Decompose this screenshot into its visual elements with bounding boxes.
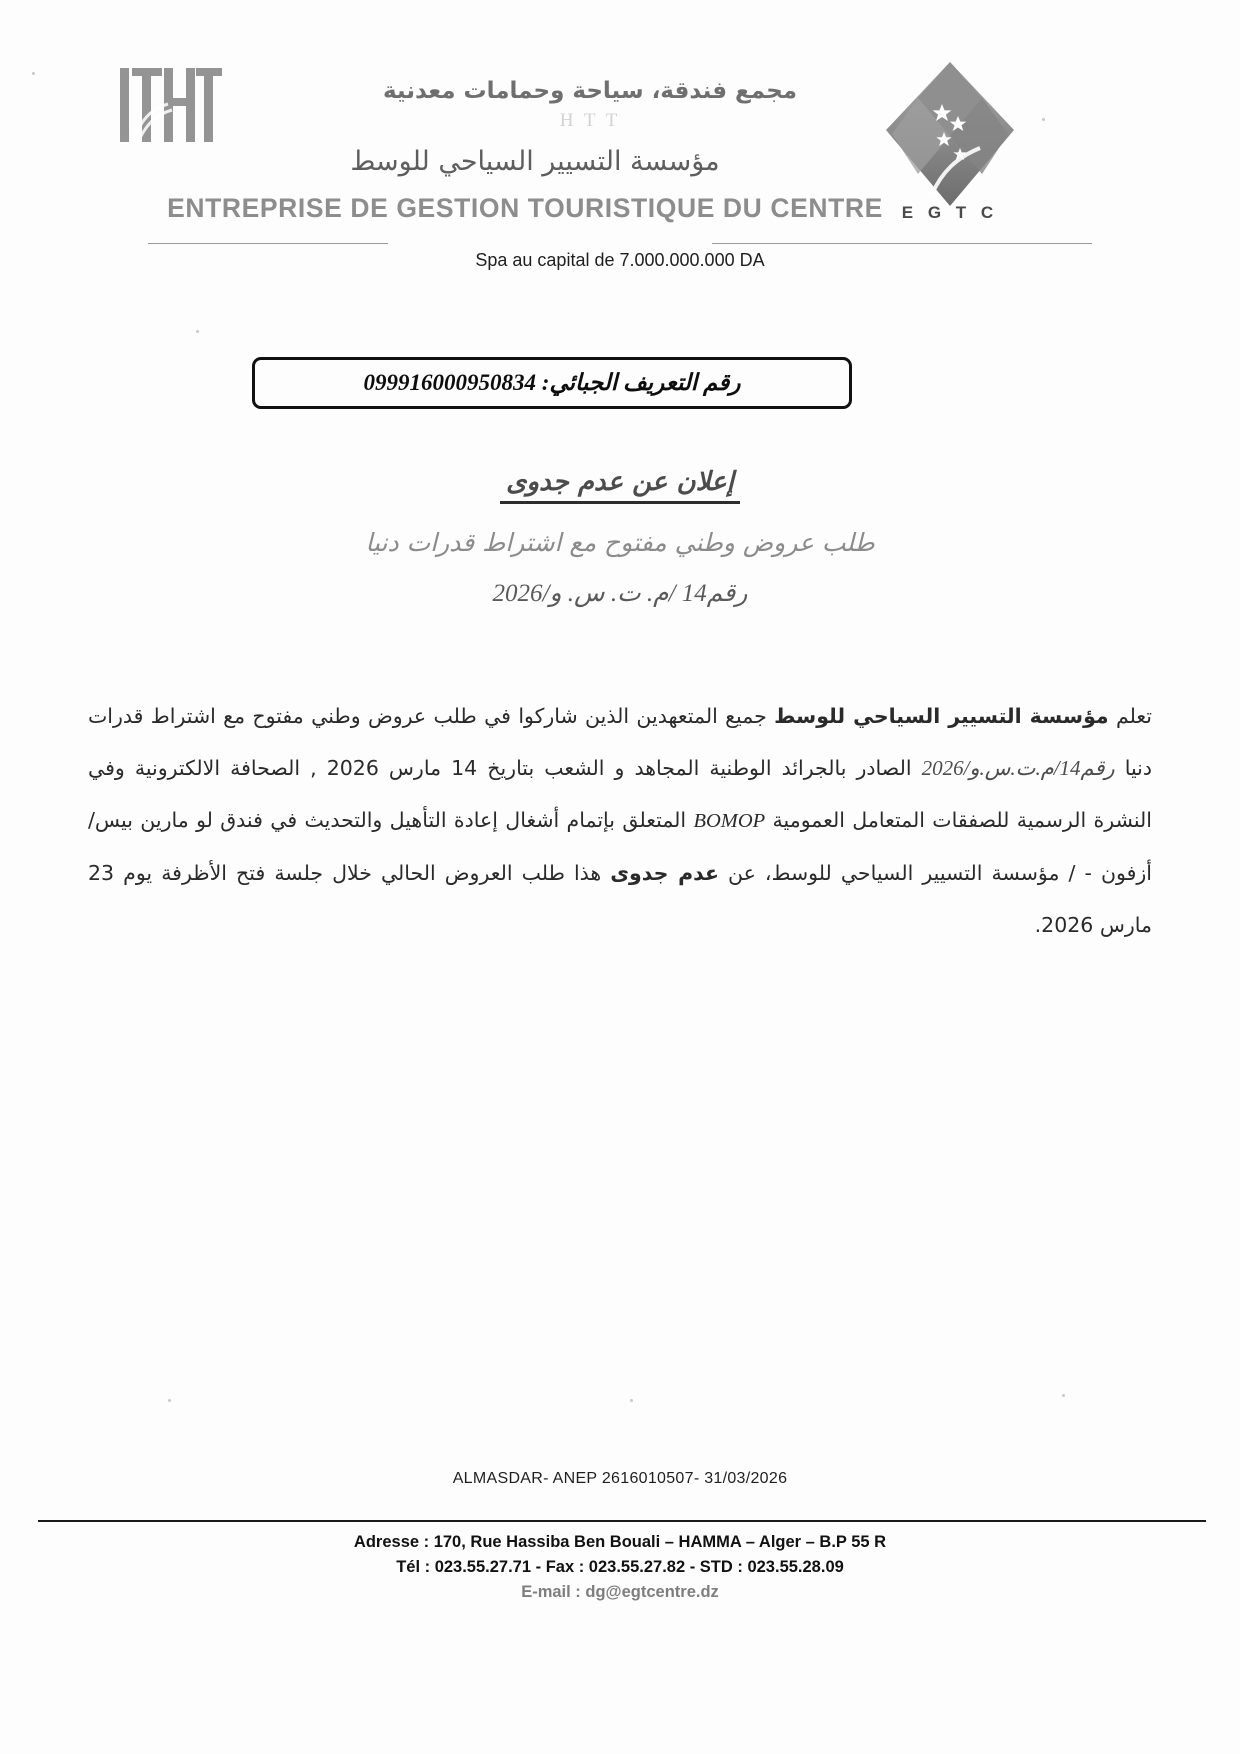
egtc-diamond-logo-icon	[880, 56, 1020, 221]
scan-artifact	[1042, 118, 1045, 121]
tax-identification-box	[252, 357, 852, 409]
footer-email-line: E-mail : dg@egtcentre.dz	[521, 1583, 719, 1601]
footer-address-line: Adresse : 170, Rue Hassiba Ben Bouali – HAMMA – Alger – B.P 55 R	[353, 1533, 887, 1551]
body-paragraph	[88, 690, 1152, 951]
body-seg-5: هذا طلب العروض الحالي خلال جلسة فتح الأظرفة يوم 23 مارس 2026.	[88, 861, 1152, 937]
footer-phone-line: Tél : 023.55.27.71 - Fax : 023.55.27.82 - STD : 023.55.28.09	[396, 1558, 844, 1576]
header-arabic-activity-line: مجمع فندقة، سياحة وحمامات معدنية	[382, 78, 798, 104]
document-title	[0, 467, 1240, 497]
header-rule-left	[148, 243, 388, 244]
body-no-award-phrase: عدم جدوى	[610, 861, 719, 885]
footer-divider	[38, 1520, 1206, 1522]
document-body	[88, 690, 1152, 951]
footer-contact-block	[0, 1530, 1240, 1605]
body-bomop-label: BOMOP	[693, 810, 766, 832]
body-seg-2: جميع المتعهدين الذين شاركوا في طلب عروض وطني مفتوح مع اشتراط قدرات دنيا	[88, 704, 1152, 780]
body-org-name: مؤسسة التسيير السياحي للوسط	[774, 704, 1109, 728]
tender-reference-number: رقم14 /م. ت. س. و/2026	[492, 580, 748, 607]
body-seg-1: تعلم	[1108, 704, 1152, 728]
anep-reference-line: ALMASDAR- ANEP 2616010507- 31/03/2026	[452, 1470, 788, 1487]
scan-artifact	[1062, 1394, 1065, 1397]
header-french-company-name: ENTREPRISE DE GESTION TOURISTIQUE DU CENTRE	[167, 193, 883, 223]
scan-artifact	[32, 72, 35, 75]
document-header	[0, 48, 1240, 248]
scan-artifact	[630, 1399, 633, 1402]
egtc-logo-label: E G T C	[901, 203, 999, 222]
body-seg-3: الصادر بالجرائد الوطنية المجاهد و الشعب بتاريخ 14 مارس 2026 , الصحافة الالكترونية وفي النشرة الرسمية للصفقات المتعامل العمومية	[88, 756, 1152, 832]
header-rule-right	[712, 243, 1092, 244]
body-seg-4: المتعلق بإتمام أشغال إعادة التأهيل والتحديث في فندق لو مارين بيس/ أزفون - / مؤسسة التسيير السياحي للوسط، عن	[88, 808, 1153, 885]
tax-identification-text: رقم التعريف الجبائي: 099916000950834	[363, 370, 741, 395]
ith-logo-icon	[118, 64, 228, 149]
body-tender-ref: رقم14/م.ت.س.و/2026	[921, 756, 1115, 780]
tender-type-subtitle: طلب عروض وطني مفتوح مع اشتراط قدرات دنيا	[365, 528, 875, 557]
scan-artifact	[196, 330, 199, 333]
document-title-text: إعلان عن عدم جدوى	[500, 467, 740, 504]
header-arabic-company-name: مؤسسة التسيير السياحي للوسط	[350, 146, 720, 177]
company-capital-line: Spa au capital de 7.000.000.000 DA	[475, 250, 765, 270]
scan-artifact	[168, 1399, 171, 1402]
header-latin-faded-line: H T T	[559, 110, 621, 131]
